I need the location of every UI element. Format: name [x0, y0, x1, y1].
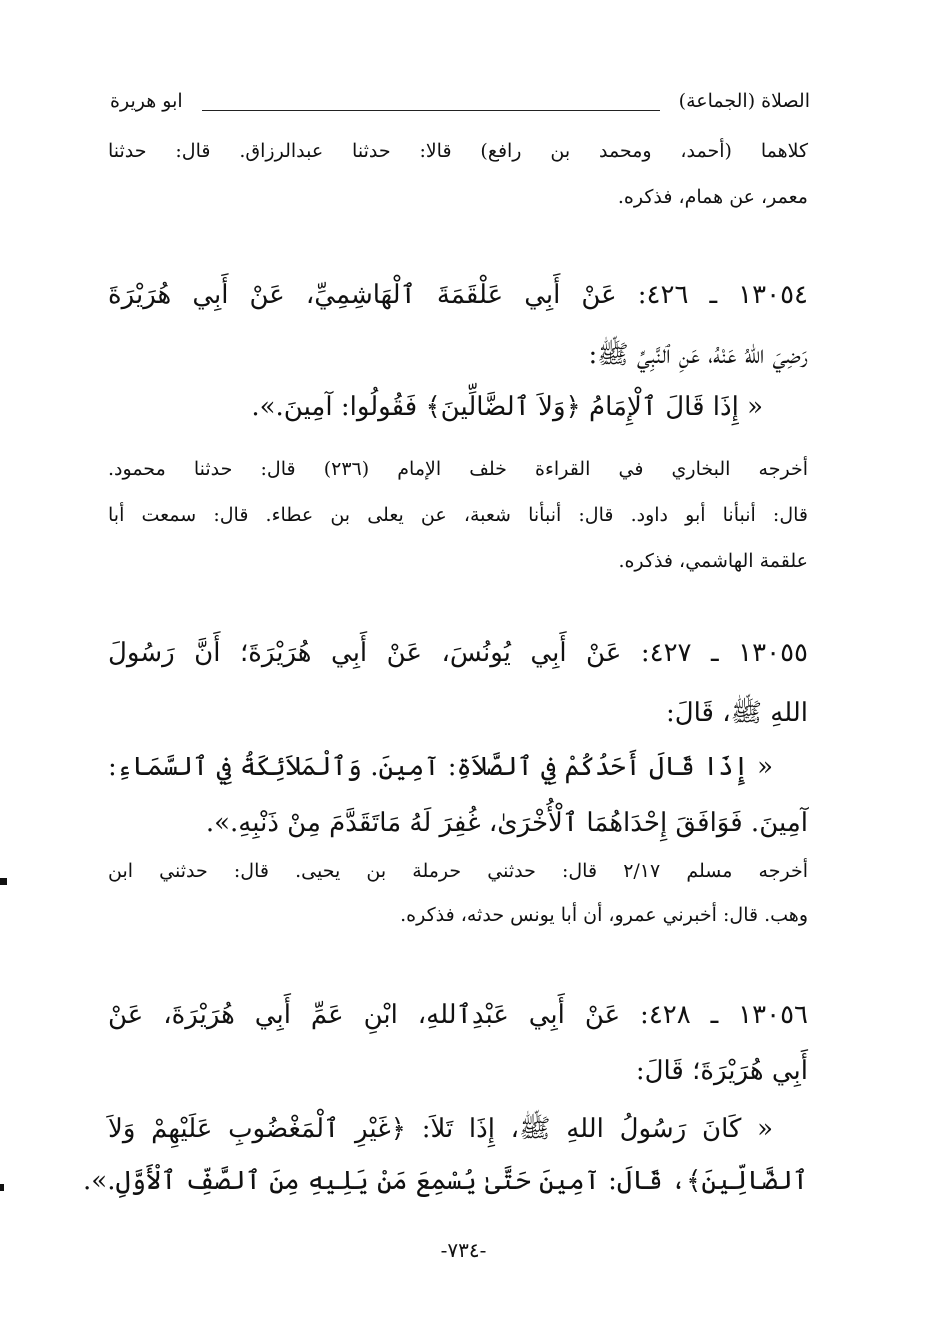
hadith-heading-line: اللهِ ﷺ، قَالَ:: [665, 698, 808, 728]
page-number: -٧٣٤-: [440, 1238, 487, 1262]
margin-mark: [0, 1184, 4, 1191]
hadith-heading-line: رَضِيَ اللهُ عَنْهُ، عَنِ ٱلنَّبِيِّ ﷺ:: [588, 340, 808, 370]
hadith-text-line: « كَانَ رَسُولُ اللهِ ﷺ، إِذَا تَلاَ: ﴿غَيْرِ ٱلْمَغْضُوبِ عَلَيْهِمْ وَلاَ: [108, 1114, 773, 1144]
note-line: قال: أنبأنا أبو داود. قال: أنبأنا شعبة، عن يعلى بن عطاء. قال: سمعت أبا: [108, 504, 808, 526]
note-line: أخرجه مسلم ٢/١٧ قال: حدثني حرملة بن يحيى. قال: حدثني ابن: [108, 860, 808, 882]
note-line: معمر، عن همام، فذكره.: [617, 186, 808, 208]
running-header: [110, 80, 810, 120]
narrator-title: ابو هريرة: [110, 90, 183, 112]
hadith-text-line: آمِينَ. فَوَافَقَ إِحْدَاهُمَا ٱلْأُخْرَىٰ، غُفِرَ لَهُ مَاتَقَدَّمَ مِنْ ذَنْبِهِ.».: [205, 808, 808, 838]
note-line: علقمة الهاشمي، فذكره.: [618, 550, 808, 572]
chapter-title: الصلاة (الجماعة): [678, 90, 810, 112]
note-line: أخرجه البخاري في القراءة خلف الإمام (٢٣٦) قال: حدثنا محمود.: [108, 458, 808, 480]
hadith-heading-line: ١٣٠٥٥ ـ ٤٢٧: عَنْ أَبِي يُونُسَ، عَنْ أَبِي هُرَيْرَةَ؛ أَنَّ رَسُولَ: [108, 638, 808, 668]
hadith-text-line: « إِذَا قَالَ ٱلْإِمَامُ ﴿وَلاَ ٱلضَّالِّينَ﴾ فَقُولُوا: آمِينَ.».: [251, 392, 763, 422]
header-rule: [202, 110, 660, 111]
hadith-heading-line: أَبِي هُرَيْرَةَ؛ قَالَ:: [635, 1056, 808, 1086]
margin-mark: [0, 878, 7, 885]
hadith-text-line: ٱلضَّالِّينَ﴾، قَالَ: آمِينَ حَتَّىٰ يُسْمِعَ مَنْ يَلِيهِ مِنَ ٱلصَّفِّ ٱلْأَوَّلِ.».: [83, 1166, 808, 1196]
note-line: وهب. قال: أخبرني عمرو، أن أبا يونس حدثه، فذكره.: [400, 904, 808, 926]
hadith-heading-line: ١٣٠٥٤ ـ ٤٢٦: عَنْ أَبِي عَلْقَمَةَ ٱلْهَاشِمِيِّ، عَنْ أَبِي هُرَيْرَةَ: [108, 280, 808, 310]
note-line: كلاهما (أحمد، ومحمد بن رافع) قالا: حدثنا عبدالرزاق. قال: حدثنا: [108, 140, 808, 162]
hadith-text-line: « إِذَا قَالَ أَحَدُكُمْ فِي ٱلصَّلاَةِ: آمِينَ. وَٱلْمَلاَئِكَةُ فِي ٱلسَّمَاءِ:: [108, 752, 773, 782]
hadith-heading-line: ١٣٠٥٦ ـ ٤٢٨: عَنْ أَبِي عَبْدِٱللهِ، ابْنِ عَمِّ أَبِي هُرَيْرَةَ، عَنْ: [108, 1000, 808, 1030]
